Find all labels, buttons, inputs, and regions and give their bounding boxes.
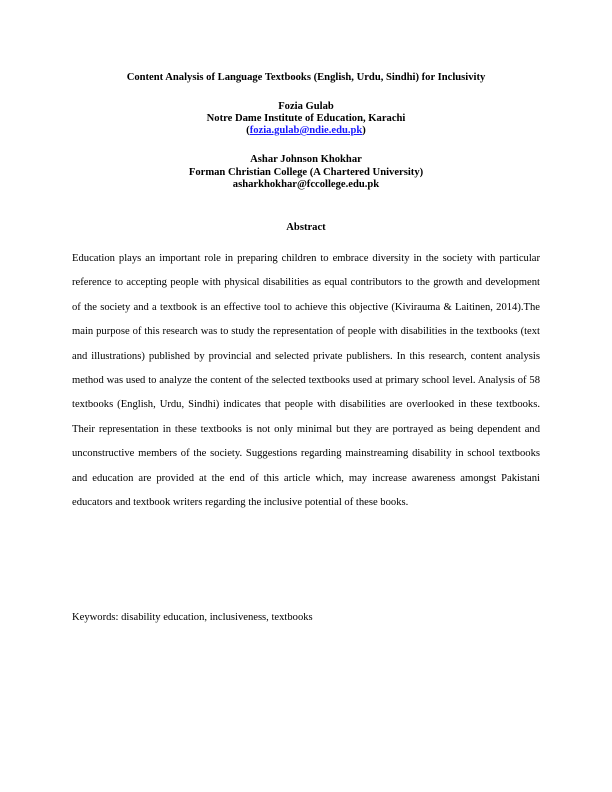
author1-institution: Notre Dame Institute of Education, Karachi bbox=[206, 113, 406, 124]
author1-email-line bbox=[0, 125, 612, 138]
author1-email-open: ( bbox=[246, 125, 250, 136]
paper-title: Content Analysis of Language Textbooks (English, Urdu, Sindhi) for Inclusivity bbox=[126, 72, 486, 83]
abstract-heading: Abstract bbox=[286, 222, 326, 233]
abstract-body: Education plays an important role in preparing children to embrace diversity in the society with particular reference to accepting people with physical disabilities as equal contributors to the growth and development of the society and a textbook is an effective tool to achieve this objective (Kivirauma & Laitinen, 2014).The main purpose of this research was to study the representation of people with disabilities in the textbooks (text and illustrations) published by provincial and selected private publishers. In this research, content analysis method was used to analyze the content of the selected textbooks used at primary school level. Analysis of 58 textbooks (English, Urdu, Sindhi) indicates that people with disabilities are overlooked in these textbooks. Their representation in these textbooks is not only minimal but they are portrayed as being dependent and unconstructive members of the society. Suggestions regarding mainstreaming disability in school textbooks and education are provided at the end of this article which, may increase awareness amongst Pakistani educators and textbook writers regarding the inclusive potential of these books. bbox=[72, 253, 540, 509]
author1-email-close: ) bbox=[362, 125, 366, 136]
author2-institution: Forman Christian College (A Chartered University) bbox=[188, 167, 424, 178]
author1-name: Fozia Gulab bbox=[278, 101, 334, 112]
author2-email: asharkhokhar@fccollege.edu.pk bbox=[232, 179, 380, 190]
author1-email-link[interactable]: fozia.gulab@ndie.edu.pk bbox=[249, 125, 363, 136]
author2-name: Ashar Johnson Khokhar bbox=[250, 154, 362, 165]
keywords: Keywords: disability education, inclusiveness, textbooks bbox=[72, 612, 313, 623]
